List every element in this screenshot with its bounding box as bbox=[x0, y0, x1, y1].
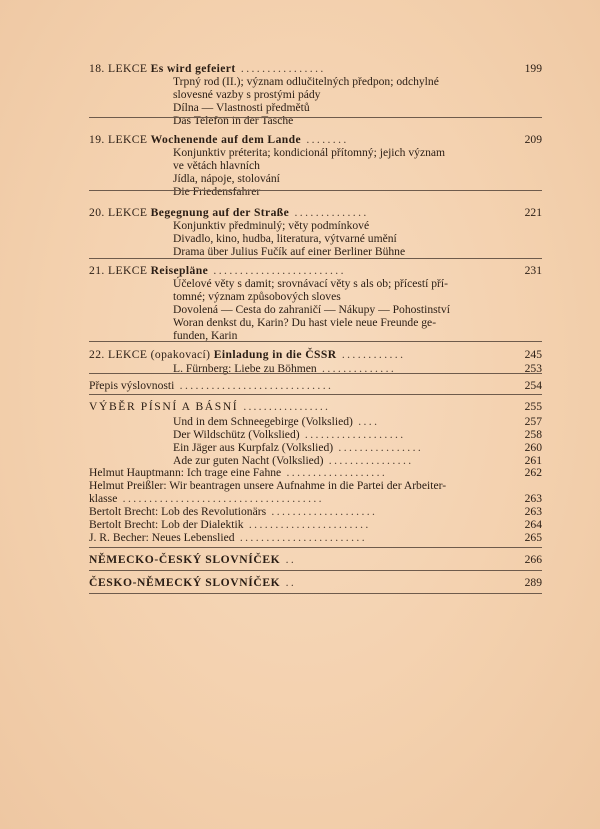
page-number: 261 bbox=[524, 454, 542, 467]
poem-entry bbox=[89, 505, 377, 518]
section-divider bbox=[89, 593, 542, 594]
lesson-content-line: Jídla, nápoje, stolování bbox=[173, 172, 280, 185]
leader-dots: ................ bbox=[323, 454, 414, 467]
lesson-content-line: funden, Karin bbox=[173, 329, 238, 342]
lesson-content-line: Das Telefon in der Tasche bbox=[173, 114, 294, 127]
leader-dots: .................... bbox=[266, 505, 378, 518]
lesson-content-line: Konjunktiv préterita; kondicionál přítomný; jejich význam bbox=[173, 146, 446, 159]
leader-dots: ...................................... bbox=[117, 492, 324, 505]
section-divider bbox=[89, 341, 542, 342]
leader-dots: .............. bbox=[316, 362, 397, 375]
transcription-entry bbox=[89, 379, 333, 392]
lesson-content-line: Divadlo, kino, hudba, literatura, výtvarné umění bbox=[173, 232, 397, 245]
page-number: 266 bbox=[524, 553, 542, 566]
page-number: 254 bbox=[524, 379, 542, 392]
page-number: 289 bbox=[524, 576, 542, 589]
page-number: 209 bbox=[524, 133, 542, 146]
lesson-content-line: Účelové věty s damit; srovnávací věty s als ob; přícestí pří- bbox=[173, 277, 448, 290]
lesson-header bbox=[89, 264, 346, 277]
lesson-content-line: Trpný rod (II.); význam odlučitelných předpon; odchylné bbox=[173, 75, 439, 88]
lesson-label: 20. LEKCE bbox=[89, 206, 148, 219]
poem-entry bbox=[89, 466, 387, 479]
poem-title: J. R. Becher: Neues Lebenslied bbox=[89, 531, 235, 544]
section-divider bbox=[89, 547, 542, 548]
poem-entry bbox=[89, 531, 367, 544]
section-divider bbox=[89, 190, 542, 191]
section-divider bbox=[89, 373, 542, 374]
song-title: Ade zur guten Nacht (Volkslied) bbox=[173, 454, 324, 467]
leader-dots: ................... bbox=[299, 428, 406, 441]
poem-title: Bertolt Brecht: Lob der Dialektik bbox=[89, 518, 244, 531]
lesson-header bbox=[89, 133, 349, 146]
poem-entry bbox=[89, 492, 324, 505]
lesson-content-line: Dílna — Vlastnosti předmětů bbox=[173, 101, 310, 114]
lesson-title: Reisepläne bbox=[150, 264, 209, 277]
leader-dots: ....................... bbox=[243, 518, 371, 531]
page-number: 265 bbox=[524, 531, 542, 544]
poem-title: Helmut Hauptmann: Ich trage eine Fahne bbox=[89, 466, 282, 479]
leader-dots: ......................... bbox=[208, 264, 346, 277]
song-title: Ein Jäger aus Kurpfalz (Volkslied) bbox=[173, 441, 334, 454]
leader-dots: .... bbox=[352, 415, 380, 428]
page-number: 258 bbox=[524, 428, 542, 441]
lesson-content-line: Konjunktiv předminulý; věty podmínkové bbox=[173, 219, 370, 232]
leader-dots: ................ bbox=[333, 441, 424, 454]
leader-dots: ................ bbox=[235, 62, 326, 75]
section-divider bbox=[89, 570, 542, 571]
lesson-header bbox=[89, 348, 405, 361]
leader-dots: ........................ bbox=[234, 531, 367, 544]
poem-entry bbox=[89, 518, 371, 531]
page-number: 199 bbox=[524, 62, 542, 75]
section-divider bbox=[89, 258, 542, 259]
sub-entry-text: L. Fürnberg: Liebe zu Böhmen bbox=[173, 362, 317, 375]
lesson-title: Begegnung auf der Straße bbox=[150, 206, 290, 219]
lesson-label: 18. LEKCE bbox=[89, 62, 148, 75]
poem-title: Helmut Preißler: Wir beantragen unsere Aufnahme in die Partei der Arbeiter- bbox=[89, 479, 447, 492]
song-entry bbox=[173, 428, 406, 441]
lesson-label: 19. LEKCE bbox=[89, 133, 148, 146]
transcription-text: Přepis výslovnosti bbox=[89, 379, 175, 392]
song-title: Und in dem Schneegebirge (Volkslied) bbox=[173, 415, 353, 428]
lesson-content-line: Dovolená — Cesta do zahraničí — Nákupy — Pohostinství bbox=[173, 303, 450, 316]
dictionary-entry bbox=[89, 553, 296, 566]
page-number: 260 bbox=[524, 441, 542, 454]
page-number: 263 bbox=[524, 492, 542, 505]
lesson-content-line: ve větách hlavních bbox=[173, 159, 260, 172]
leader-dots: .. bbox=[280, 576, 297, 589]
lesson-label: 22. LEKCE bbox=[89, 348, 148, 361]
leader-dots: ............ bbox=[336, 348, 406, 361]
song-title: Der Wildschütz (Volkslied) bbox=[173, 428, 300, 441]
lesson-label: 21. LEKCE bbox=[89, 264, 148, 277]
lesson-title: Wochenende auf dem Lande bbox=[150, 133, 302, 146]
dictionary-title: NĚMECKO-ČESKÝ SLOVNÍČEK bbox=[89, 553, 281, 566]
section-divider bbox=[89, 117, 542, 118]
page-number: 253 bbox=[524, 362, 542, 375]
song-entry bbox=[173, 441, 423, 454]
songs-poems-heading bbox=[89, 400, 330, 413]
lesson-content-line: Drama über Julius Fučík auf einer Berliner Bühne bbox=[173, 245, 406, 258]
song-entry bbox=[173, 415, 379, 428]
songs-heading-text: VÝBĚR PÍSNÍ A BÁSNÍ bbox=[89, 400, 239, 413]
page-number: 255 bbox=[524, 400, 542, 413]
page-number: 245 bbox=[524, 348, 542, 361]
page-number: 263 bbox=[524, 505, 542, 518]
lesson-prefix: (opakovací) bbox=[150, 348, 211, 361]
lesson-title: Einladung in die ČSSR bbox=[213, 348, 337, 361]
leader-dots: ................... bbox=[281, 466, 388, 479]
lesson-header bbox=[89, 62, 326, 75]
leader-dots: ................. bbox=[238, 400, 331, 413]
leader-dots: .. bbox=[280, 553, 297, 566]
leader-dots: ........ bbox=[301, 133, 349, 146]
poem-title: Bertolt Brecht: Lob des Revolutionärs bbox=[89, 505, 267, 518]
page-number: 231 bbox=[524, 264, 542, 277]
lesson-header bbox=[89, 206, 369, 219]
lesson-content-line: Die Friedensfahrer bbox=[173, 185, 261, 198]
lesson-title: Es wird gefeiert bbox=[150, 62, 236, 75]
page-number: 221 bbox=[524, 206, 542, 219]
dictionary-title: ČESKO-NĚMECKÝ SLOVNÍČEK bbox=[89, 576, 281, 589]
poem-entry bbox=[89, 479, 446, 492]
poem-title: klasse bbox=[89, 492, 118, 505]
dictionary-entry bbox=[89, 576, 296, 589]
page-number: 257 bbox=[524, 415, 542, 428]
leader-dots: ............................. bbox=[174, 379, 334, 392]
page-number: 264 bbox=[524, 518, 542, 531]
leader-dots: .............. bbox=[289, 206, 369, 219]
page-number: 262 bbox=[524, 466, 542, 479]
lesson-content-line: Woran denkst du, Karin? Du hast viele neue Freunde ge- bbox=[173, 316, 437, 329]
lesson-content-line: tomné; význam způsobových sloves bbox=[173, 290, 341, 303]
lesson-content-line: slovesné vazby s prostými pády bbox=[173, 88, 321, 101]
section-divider bbox=[89, 394, 542, 395]
